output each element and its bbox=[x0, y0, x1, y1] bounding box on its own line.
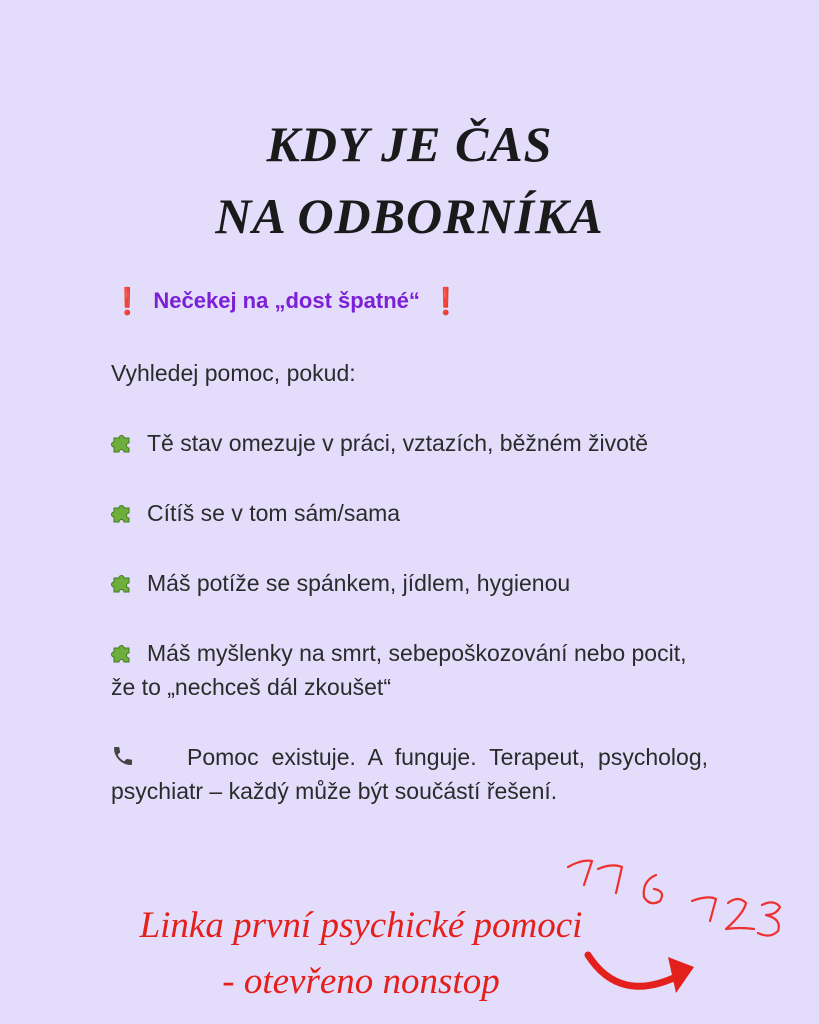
exclamation-icon: ❗ bbox=[429, 286, 463, 316]
intro-text: Vyhledej pomoc, pokud: bbox=[111, 360, 356, 386]
phone-icon bbox=[111, 744, 135, 768]
help-text: Pomoc existuje. A funguje. Terapeut, psycholog, psychiatr – každý může být součástí řešení. bbox=[111, 744, 708, 804]
handwritten-number bbox=[560, 845, 800, 1005]
puzzle-icon bbox=[111, 640, 135, 664]
hotline-line-2: - otevřeno nonstop bbox=[222, 961, 500, 1002]
list-item bbox=[111, 496, 708, 530]
content bbox=[111, 284, 708, 844]
list-item-text: Tě stav omezuje v práci, vztazích, běžném životě bbox=[147, 430, 649, 456]
warning-banner bbox=[111, 284, 708, 318]
exclamation-icon: ❗ bbox=[111, 286, 144, 316]
handwritten-number-drawing bbox=[560, 845, 800, 1005]
list-item bbox=[111, 566, 708, 600]
puzzle-icon bbox=[111, 500, 135, 524]
help-paragraph bbox=[111, 740, 708, 808]
puzzle-icon bbox=[111, 570, 135, 594]
warning-text: Nečekej na „dost špatné“ bbox=[153, 288, 420, 313]
title-line-1: KDY JE ČAS bbox=[266, 116, 553, 172]
title-line-2: NA ODBORNÍKA bbox=[215, 188, 604, 244]
list-item-text: Cítíš se v tom sám/sama bbox=[147, 500, 401, 526]
list-item bbox=[111, 636, 708, 704]
page-title bbox=[0, 108, 819, 252]
puzzle-icon bbox=[111, 430, 135, 454]
list-item-text: Máš potíže se spánkem, jídlem, hygienou bbox=[147, 570, 571, 596]
list-item bbox=[111, 426, 708, 460]
hotline-line-1: Linka první psychické pomoci bbox=[139, 905, 583, 946]
list-item-text: Máš myšlenky na smrt, sebepoškozování nebo pocit, že to „nechceš dál zkoušet“ bbox=[111, 640, 687, 700]
